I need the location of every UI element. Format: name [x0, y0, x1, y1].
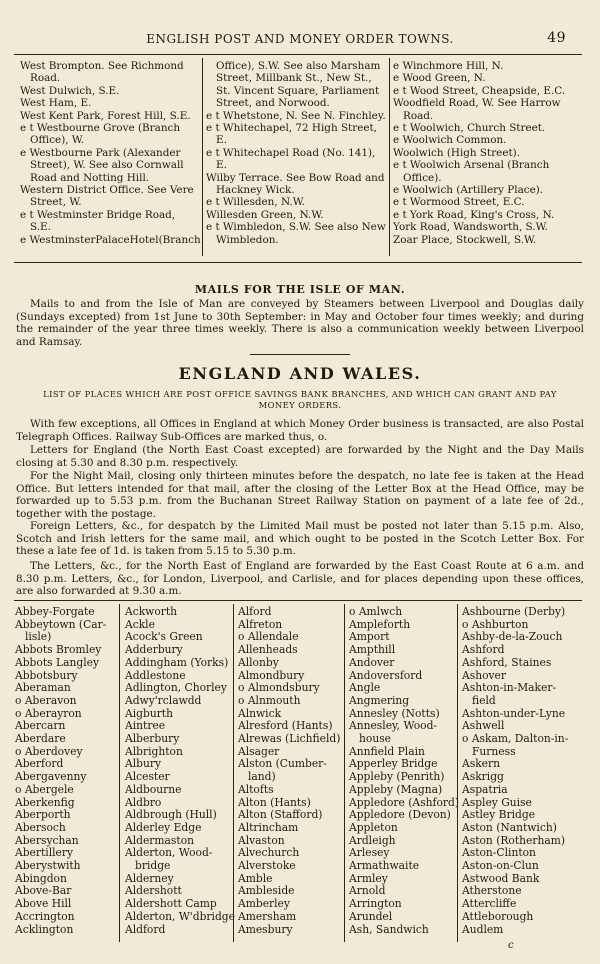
- town-entry: Ardleigh: [349, 833, 396, 847]
- header-title: ENGLISH POST AND MONEY ORDER TOWNS.: [146, 32, 454, 46]
- town-entry: Appledore (Devon): [349, 808, 451, 822]
- town-entry: Ampleforth: [349, 617, 411, 631]
- towns-column-2: [125, 605, 235, 936]
- entry-line: e Westbourne Park (Alexander: [20, 146, 181, 159]
- entry-line: Office), W.: [30, 134, 85, 147]
- town-entry: Alberbury: [125, 732, 180, 746]
- entry-line: e t Wimbledon, S.W. See also New: [206, 221, 386, 234]
- entry-line: E.: [216, 134, 227, 147]
- entry-line: e t Willesden, N.W.: [206, 196, 305, 209]
- entry-line: York Road, Wandsworth, S.W.: [393, 221, 548, 234]
- list-rule: [14, 600, 582, 601]
- town-entry: Abertillery: [15, 846, 74, 860]
- entry-line: e t Woolwich Arsenal (Branch: [393, 159, 550, 172]
- entry-line: E.: [216, 159, 227, 172]
- entry-line: Street, Millbank St., New St.,: [216, 72, 372, 85]
- town-entry: bridge: [135, 859, 171, 873]
- entry-line: Road and Notting Hill.: [30, 171, 150, 184]
- town-entry: Appleby (Magna): [349, 782, 443, 796]
- page-number: 49: [547, 30, 566, 46]
- entry-line: S.E.: [30, 221, 51, 234]
- entry-line: West Dulwich, S.E.: [20, 84, 120, 97]
- entry-line: e t Whitechapel Road (No. 141),: [206, 146, 376, 159]
- town-entry: Aston (Nantwich): [462, 820, 557, 834]
- town-entry: Atherstone: [462, 884, 522, 898]
- paragraph-2: Letters for England (the North East Coast excepted) are forwarded by the Night and the Day Mails closing at 5.30 and 8.30 p.m. respectively.: [16, 444, 584, 469]
- column-divider: [119, 604, 120, 942]
- town-entry: Aspley Guise: [462, 795, 532, 809]
- column-divider: [233, 604, 234, 942]
- town-entry: o Aberdovey: [15, 744, 83, 758]
- town-entry: Amberley: [238, 897, 290, 911]
- town-entry: Alton (Hants): [238, 795, 311, 809]
- entry-line: e Woolwich (Artillery Place).: [393, 184, 544, 197]
- town-entry: Aberdare: [15, 732, 66, 746]
- town-entry: Alderton, W'dbridge: [125, 909, 235, 923]
- town-entry: Ampthill: [349, 643, 396, 657]
- town-entry: Aldbourne: [125, 782, 182, 796]
- town-entry: Ashton-under-Lyne: [462, 706, 566, 720]
- town-entry: Andoversford: [349, 668, 423, 682]
- entry-line: e t Westbourne Grove (Branch: [20, 122, 181, 135]
- town-entry: Alford: [238, 605, 272, 618]
- town-entry: Askern: [462, 757, 500, 771]
- town-entry: Aldershott: [125, 884, 182, 898]
- town-entry: Amersham: [238, 909, 297, 923]
- entry-line: West Kent Park, Forest Hill, S.E.: [20, 109, 191, 122]
- town-entry: Alrewas (Lichfield): [238, 732, 341, 746]
- town-entry: Aston-on-Clun: [462, 859, 539, 873]
- town-entry: Attleborough: [462, 909, 534, 923]
- town-entry: Albury: [125, 757, 162, 771]
- paragraph-1: With few exceptions, all Offices in England at which Money Order business is transacted, are also Postal Telegraph Offices. Railway Sub-Offices are marked thus, o.: [16, 418, 584, 443]
- isle-of-man-heading: MAILS FOR THE ISLE OF MAN.: [194, 283, 406, 296]
- entry-line: Street, and Norwood.: [216, 97, 330, 110]
- town-entry: o Aberayron: [15, 706, 82, 720]
- header-rule: [14, 54, 582, 55]
- town-entry: Armathwaite: [349, 859, 420, 873]
- town-entry: Abercarn: [15, 719, 66, 733]
- town-entry: land): [248, 770, 276, 784]
- town-entry: Alderton, Wood-: [125, 846, 213, 860]
- town-entry: Aberkenfig: [15, 795, 75, 809]
- town-entry: Abbeytown (Car-: [15, 617, 107, 631]
- town-entry: o Aberavon: [15, 693, 77, 707]
- town-entry: Astwood Bank: [462, 871, 540, 885]
- entry-line: e t Whetstone, N. See N. Finchley.: [206, 109, 386, 122]
- town-entry: Addingham (Yorks): [125, 655, 229, 669]
- town-entry: Andover: [349, 655, 395, 669]
- town-entry: o Abergele: [15, 782, 74, 796]
- town-entry: Abersoch: [15, 820, 66, 834]
- entry-line: e Winchmore Hill, N.: [393, 60, 504, 72]
- town-entry: Ashby-de-la-Zouch: [462, 630, 563, 644]
- top-column-3: [393, 60, 573, 246]
- town-entry: Acock's Green: [125, 630, 203, 644]
- town-entry: Alston (Cumber-: [238, 757, 327, 771]
- entry-line: Zoar Place, Stockwell, S.W.: [393, 233, 537, 246]
- town-entry: Ashwell: [462, 719, 505, 733]
- entry-line: Hackney Wick.: [216, 184, 295, 197]
- town-entry: Ash, Sandwich: [349, 922, 429, 936]
- town-entry: Annesley (Notts): [349, 706, 440, 720]
- town-entry: o Almondsbury: [238, 681, 320, 695]
- entry-line: West Ham, E.: [20, 97, 92, 110]
- town-entry: Appledore (Ashford): [349, 795, 460, 809]
- town-entry: Addlestone: [125, 668, 186, 682]
- town-entry: Aldbrough (Hull): [125, 808, 217, 822]
- town-entry: Attercliffe: [462, 897, 517, 911]
- town-entry: Allenheads: [238, 643, 298, 657]
- town-entry: Annfield Plain: [349, 744, 425, 758]
- town-entry: Aldbro: [125, 795, 162, 809]
- town-entry: Angmering: [349, 693, 410, 707]
- town-entry: Alderney: [125, 871, 174, 885]
- town-entry: Aspatria: [462, 782, 508, 796]
- entry-line: Western District Office. See Vere: [20, 184, 194, 197]
- town-entry: Aston (Rotherham): [462, 833, 566, 847]
- town-entry: Arlesey: [349, 846, 390, 860]
- town-entry: Abbotsbury: [15, 668, 78, 682]
- town-entry: Amble: [238, 871, 273, 885]
- town-entry: Askrigg: [462, 770, 504, 784]
- town-entry: Ashton-in-Maker-: [462, 681, 557, 695]
- paragraph-3: For the Night Mail, closing only thirteen minutes before the despatch, no late fee is taken at the Head Office. But letters intended for that mail, after the closing of the Letter Box at the Head Office, may be forwarded up to 5.53 p.m. from the Buchanan Street Railway Station on payment of a late fee of 2d., together with the postage.: [16, 470, 584, 520]
- town-entry: Angle: [349, 681, 381, 695]
- column-divider: [202, 58, 203, 256]
- town-entry: Appleton: [349, 820, 398, 834]
- town-entry: Arrington: [349, 897, 402, 911]
- town-entry: Ashford: [462, 643, 505, 657]
- paragraph-4: Foreign Letters, &c., for despatch by the Limited Mail must be posted not later than 5.15 p.m. Also, Scotch and Irish letters for the same mail, and which ought to be posted in the Scotch Letter Box. For these a late fee of 1d. is taken from 5.15 to 5.30 p.m.: [16, 520, 584, 558]
- entry-line: e t Whitechapel, 72 High Street,: [206, 122, 377, 135]
- town-entry: Aberporth: [15, 808, 71, 822]
- entry-line: e Wood Green, N.: [393, 72, 486, 85]
- town-entry: house: [359, 732, 392, 746]
- section-rule: [14, 262, 582, 263]
- town-entry: Allonby: [238, 655, 279, 669]
- entry-line: Office).: [403, 171, 442, 184]
- short-rule: [250, 354, 350, 355]
- town-entry: Aldershott Camp: [125, 897, 217, 911]
- town-entry: Ambleside: [238, 884, 295, 898]
- town-entry: Aldford: [125, 922, 166, 936]
- town-entry: Arundel: [349, 909, 393, 923]
- paragraph-5: The Letters, &c., for the North East of England are forwarded by the East Coast Route at 6 a.m. and 8.30 p.m. Letters, &c., for London, Liverpool, and Carlisle, and for places depending upon these offices, are also forwarded at 9.30 a.m.: [16, 560, 584, 598]
- towns-column-3: [238, 606, 342, 936]
- town-entry: Altrincham: [238, 820, 299, 834]
- town-entry: Acklington: [15, 922, 74, 936]
- town-entry: o Ashburton: [462, 617, 529, 631]
- town-entry: Ashover: [462, 668, 506, 682]
- town-entry: Annesley, Wood-: [349, 719, 438, 733]
- town-entry: Alcester: [125, 770, 170, 784]
- town-entry: Adlington, Chorley: [125, 681, 227, 695]
- entry-line: Road.: [30, 72, 61, 85]
- town-entry: Aldermaston: [125, 833, 195, 847]
- towns-column-5: [462, 606, 582, 936]
- top-column-2: [206, 60, 386, 246]
- town-entry: o Amlwch: [349, 605, 403, 618]
- entry-line: Street), W. See also Cornwall: [30, 159, 184, 172]
- town-entry: Above Hill: [15, 897, 72, 911]
- entry-line: Woolwich (High Street).: [393, 146, 521, 159]
- town-entry: Alvechurch: [238, 846, 300, 860]
- town-entry: Ashbourne (Derby): [462, 605, 566, 618]
- entry-line: Street, W.: [30, 196, 82, 209]
- town-entry: Alton (Stafford): [238, 808, 323, 822]
- town-entry: lisle): [25, 630, 52, 644]
- entry-line: e t Westminster Bridge Road,: [20, 208, 176, 221]
- towns-column-1: [15, 606, 117, 936]
- town-entry: Armley: [349, 871, 388, 885]
- town-entry: Accrington: [15, 909, 75, 923]
- town-entry: Amesbury: [238, 922, 293, 936]
- entry-line: Wilby Terrace. See Bow Road and: [206, 171, 385, 184]
- entry-line: Office), S.W. See also Marsham: [216, 60, 381, 72]
- town-entry: Abbots Bromley: [15, 643, 102, 657]
- town-entry: Ackle: [125, 617, 155, 631]
- town-entry: o Allendale: [238, 630, 299, 644]
- town-entry: Almondbury: [238, 668, 305, 682]
- town-entry: Aigburth: [125, 706, 173, 720]
- town-entry: Aberystwith: [15, 859, 81, 873]
- entry-line: Road.: [403, 109, 434, 122]
- town-entry: Amport: [349, 630, 390, 644]
- towns-column-4: [349, 605, 460, 936]
- town-entry: Arnold: [349, 884, 386, 898]
- entry-line: West Brompton. See Richmond: [20, 60, 184, 72]
- town-entry: Abbots Langley: [15, 655, 99, 669]
- signature-mark: c: [508, 940, 514, 951]
- town-entry: Abingdon: [15, 871, 67, 885]
- town-entry: field: [472, 693, 496, 707]
- column-divider: [389, 58, 390, 256]
- england-wales-subheading: LIST OF PLACES WHICH ARE POST OFFICE SAVINGS BANK BRANCHES, AND WHICH CAN GRANT AND PAY MONEY ORDERS.: [43, 389, 557, 410]
- isle-of-man-text: Mails to and from the Isle of Man are conveyed by Steamers between Liverpool and Douglas daily (Sundays excepted) from 1st June to 30th September: in May and October four times weekly; and during the remainder of the year three times weekly. There is also a communication weekly between Liverpool and Ramsay.: [16, 298, 584, 348]
- entry-line: Wimbledon.: [216, 233, 279, 246]
- entry-line: Woodfield Road, W. See Harrow: [393, 97, 561, 110]
- town-entry: Apperley Bridge: [349, 757, 438, 771]
- town-entry: Albrighton: [125, 744, 183, 758]
- entry-line: e Woolwich Common.: [393, 134, 507, 147]
- town-entry: Alnwick: [238, 706, 282, 720]
- town-entry: Ashford, Staines: [462, 655, 552, 669]
- entry-line: e WestminsterPalaceHotel(Branch: [20, 233, 201, 246]
- town-entry: Abbey-Forgate: [15, 605, 95, 618]
- town-entry: Above-Bar: [15, 884, 72, 898]
- column-divider: [457, 604, 458, 942]
- town-entry: Alverstoke: [238, 859, 296, 873]
- town-entry: Adderbury: [125, 643, 183, 657]
- town-entry: Appleby (Penrith): [349, 770, 445, 784]
- top-column-1: [20, 60, 201, 246]
- entry-line: e t Woolwich, Church Street.: [393, 122, 546, 135]
- town-entry: Alsager: [238, 744, 280, 758]
- town-entry: Alfreton: [238, 617, 283, 631]
- town-entry: Aintree: [125, 719, 166, 733]
- town-entry: Audlem: [462, 922, 504, 936]
- town-entry: Astley Bridge: [462, 808, 536, 822]
- entry-line: St. Vincent Square, Parliament: [216, 84, 380, 97]
- town-entry: o Alnmouth: [238, 693, 301, 707]
- entry-line: Willesden Green, N.W.: [206, 208, 324, 221]
- running-header: [0, 30, 600, 50]
- town-entry: Alvaston: [238, 833, 285, 847]
- town-entry: Adwy'rclawdd: [125, 693, 202, 707]
- town-entry: Abergavenny: [15, 770, 87, 784]
- town-entry: Alderley Edge: [125, 820, 202, 834]
- town-entry: Ackworth: [125, 605, 178, 618]
- town-entry: Aberford: [15, 757, 64, 771]
- entry-line: e t York Road, King's Cross, N.: [393, 208, 555, 221]
- town-entry: Alresford (Hants): [238, 719, 333, 733]
- town-entry: Aston-Clinton: [462, 846, 536, 860]
- town-entry: Abersychan: [15, 833, 79, 847]
- entry-line: e t Wood Street, Cheapside, E.C.: [393, 84, 566, 97]
- england-wales-heading: ENGLAND AND WALES.: [178, 364, 422, 383]
- town-entry: o Askam, Dalton-in-: [462, 732, 569, 746]
- entry-line: e t Wormood Street, E.C.: [393, 196, 525, 209]
- column-divider: [344, 604, 345, 942]
- town-entry: Furness: [472, 744, 516, 758]
- town-entry: Altofts: [238, 782, 274, 796]
- town-entry: Aberaman: [15, 681, 71, 695]
